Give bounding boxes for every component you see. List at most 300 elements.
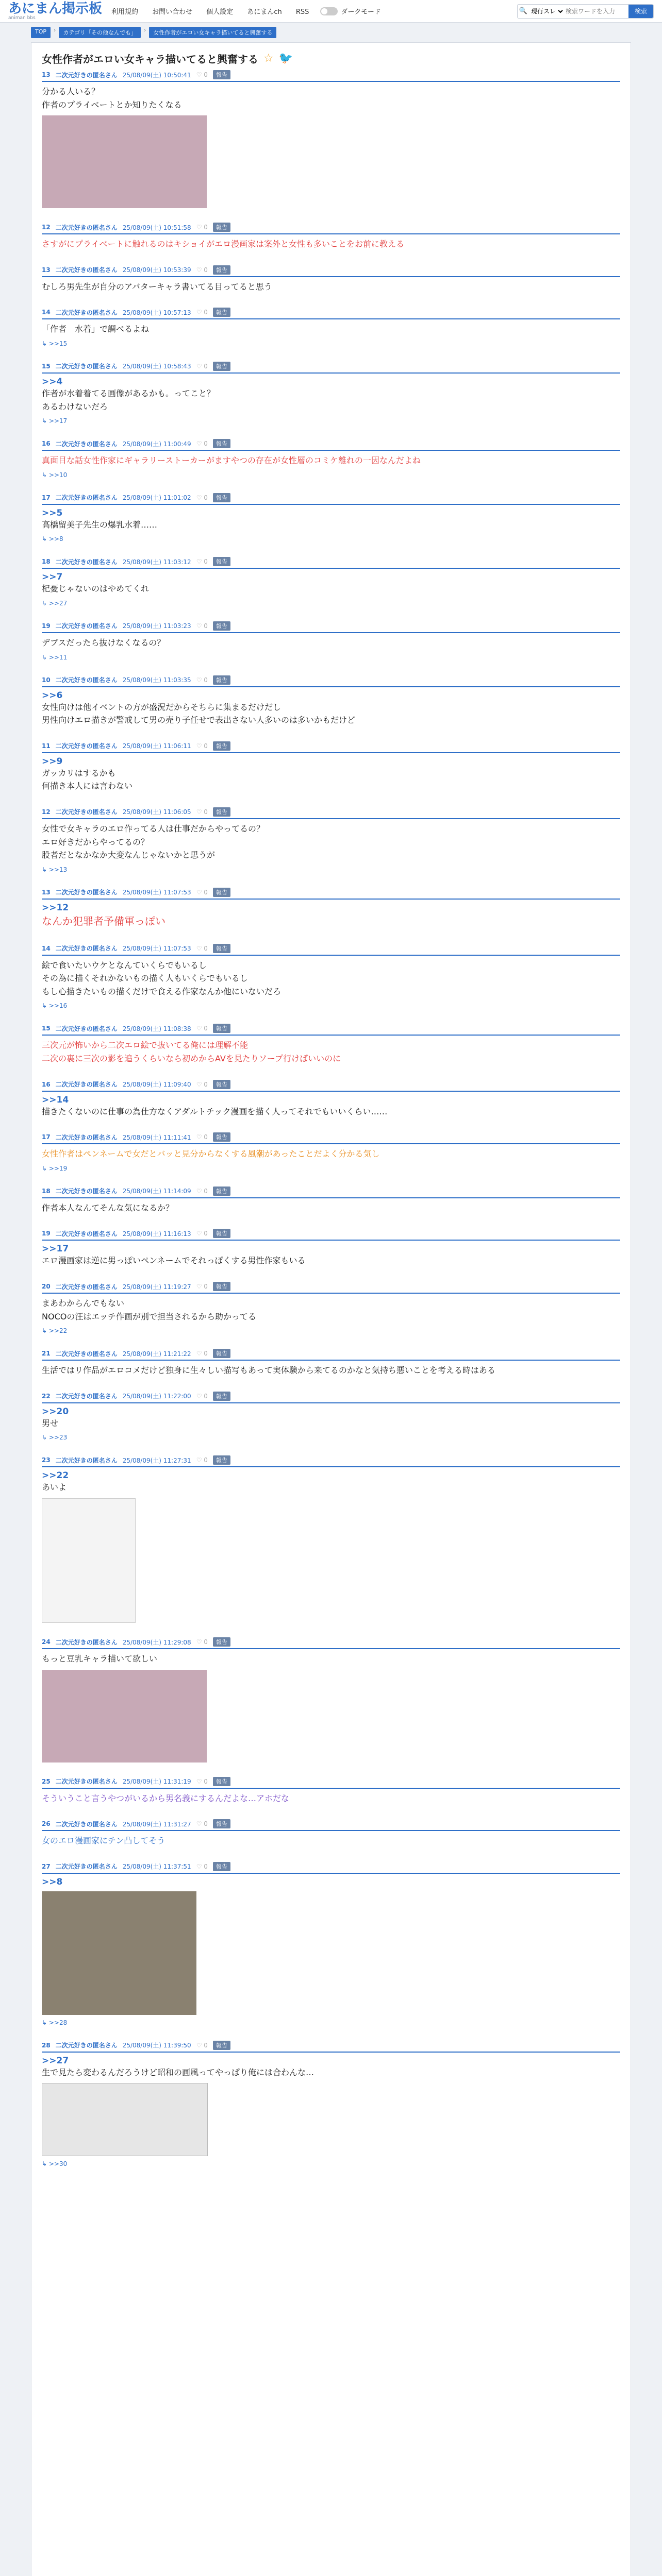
reply-anchor[interactable]: >>6 <box>42 690 63 701</box>
reply-link[interactable]: >>19 <box>48 1164 68 1172</box>
like-count[interactable]: ♡ 0 <box>196 808 208 816</box>
poster-name: 二次元好きの匿名さん <box>55 622 118 630</box>
reply-anchor[interactable]: >>12 <box>42 902 69 913</box>
reply-anchor[interactable]: >>17 <box>42 1244 69 1255</box>
poster-name: 二次元好きの匿名さん <box>55 1350 118 1358</box>
like-count-value: 0 <box>204 1456 208 1464</box>
post-number[interactable]: 22 <box>42 1392 51 1400</box>
post-body: 三次元が怖いから二次エロ絵で抜いてる俺には理解不能 二次の裏に三次の影を追うくらいなら初めからAVを見たりソープ行けばいいのに <box>42 1040 341 1064</box>
reply-anchor[interactable]: >>8 <box>42 1876 63 1887</box>
like-count-value: 0 <box>204 224 208 231</box>
post-number[interactable]: 18 <box>42 558 51 566</box>
reply-links[interactable]: ↳ >>28 <box>42 2019 68 2026</box>
crumb-top[interactable]: TOP <box>31 27 51 38</box>
reply-link[interactable]: >>27 <box>48 599 68 607</box>
reply-anchor[interactable]: >>7 <box>42 572 63 583</box>
like-count[interactable]: ♡ 0 <box>196 309 208 316</box>
like-count-value: 0 <box>204 1638 208 1646</box>
post-meta <box>42 1819 620 1831</box>
search-box <box>517 4 654 19</box>
report-button[interactable]: 報告 <box>213 1080 230 1089</box>
post-meta <box>42 265 620 277</box>
post-body: 「作者 水着」で調べるよね <box>42 324 150 334</box>
post-image-manga[interactable] <box>42 2083 208 2156</box>
post-number[interactable]: 15 <box>42 362 51 370</box>
post-date: 25/08/09(土) 10:58:43 <box>122 363 191 370</box>
poster-name: 二次元好きの匿名さん <box>55 1283 118 1291</box>
poster-name: 二次元好きの匿名さん <box>55 440 118 448</box>
report-button[interactable]: 報告 <box>213 1282 230 1291</box>
breadcrumb <box>0 23 662 42</box>
like-count[interactable]: ♡ 0 <box>196 1777 208 1785</box>
post-meta <box>42 362 620 374</box>
poster-name: 二次元好きの匿名さん <box>55 1393 118 1400</box>
post-number[interactable]: 13 <box>42 888 51 896</box>
report-button[interactable]: 報告 <box>213 1229 230 1238</box>
header-nav <box>111 6 320 16</box>
reply-link[interactable]: >>16 <box>48 1002 68 1010</box>
post-meta <box>42 1229 620 1241</box>
reply-anchor[interactable]: >>14 <box>42 1094 69 1105</box>
reply-anchor[interactable]: >>9 <box>42 756 63 767</box>
post-number[interactable]: 11 <box>42 742 51 750</box>
thread-container <box>31 42 631 2576</box>
post <box>42 308 620 347</box>
twitter-icon[interactable]: 🐦 <box>278 52 293 65</box>
like-count-value: 0 <box>204 558 208 566</box>
star-icon[interactable]: ☆ <box>263 52 274 65</box>
post-number[interactable]: 15 <box>42 1025 51 1032</box>
post-number[interactable]: 26 <box>42 1820 51 1828</box>
post-meta <box>42 70 620 82</box>
post-body: デブスだったら抜けなくなるの？ <box>42 637 166 648</box>
post <box>42 70 620 208</box>
nav-animanch[interactable]: あにまんch <box>247 8 282 16</box>
report-button[interactable]: 報告 <box>213 807 230 817</box>
reply-anchor[interactable]: >>22 <box>42 1470 69 1481</box>
post-date: 25/08/09(土) 11:09:40 <box>122 1081 191 1089</box>
reply-link[interactable]: >>10 <box>48 471 68 479</box>
report-button[interactable]: 報告 <box>213 2041 230 2050</box>
darkmode-toggle[interactable] <box>320 7 338 15</box>
reply-links[interactable]: ↳ >>27 <box>42 599 68 607</box>
post-body: むしろ男先生が自分のアバターキャラ書いてる目ってると思う <box>42 281 272 292</box>
post-meta <box>42 1862 620 1874</box>
post-number[interactable]: 18 <box>42 1187 51 1195</box>
like-count-value: 0 <box>204 808 208 816</box>
poster-name: 二次元好きの匿名さん <box>55 742 118 750</box>
report-button[interactable]: 報告 <box>213 1455 230 1465</box>
crumb-category[interactable]: カテゴリ「その他なんでも」 <box>59 27 141 38</box>
reply-links[interactable]: ↳ >>13 <box>42 866 68 873</box>
post-number[interactable]: 13 <box>42 71 51 78</box>
post-date: 25/08/09(土) 11:37:51 <box>122 1863 191 1871</box>
post-number[interactable]: 14 <box>42 944 51 952</box>
report-button[interactable]: 報告 <box>213 944 230 953</box>
reply-links[interactable]: ↳ >>22 <box>42 1327 68 1335</box>
like-count-value: 0 <box>204 1862 208 1870</box>
like-count[interactable]: ♡ 0 <box>196 622 208 630</box>
post-meta <box>42 1392 620 1403</box>
post <box>42 621 620 661</box>
like-count-value: 0 <box>204 494 208 501</box>
post-date: 25/08/09(土) 11:22:00 <box>122 1393 191 1400</box>
post-meta <box>42 1024 620 1036</box>
post-number[interactable]: 17 <box>42 494 51 501</box>
like-count-value: 0 <box>204 676 208 684</box>
post-body: なんか犯罪者予備軍っぽい <box>42 914 166 927</box>
like-count[interactable]: ♡ 0 <box>196 1350 208 1358</box>
post <box>42 362 620 425</box>
post-number[interactable]: 20 <box>42 1283 51 1291</box>
post-date: 25/08/09(土) 11:03:12 <box>122 558 191 566</box>
report-button[interactable]: 報告 <box>213 308 230 317</box>
post-body: 高橋留美子先生の爆乳水着…… <box>42 519 158 530</box>
report-button[interactable]: 報告 <box>213 362 230 371</box>
post-image[interactable] <box>42 1670 207 1762</box>
top-bar <box>0 0 662 23</box>
like-count[interactable]: ♡ 0 <box>196 362 208 370</box>
like-count[interactable]: ♡ 0 <box>196 1392 208 1400</box>
post-date: 25/08/09(土) 11:08:38 <box>122 1025 191 1032</box>
poster-name: 二次元好きの匿名さん <box>55 1778 118 1786</box>
post <box>42 1349 620 1377</box>
post <box>42 1392 620 1442</box>
logo-text: あにまん掲示板 <box>8 1 103 16</box>
post <box>42 439 620 479</box>
like-count-value: 0 <box>204 1133 208 1141</box>
post-meta <box>42 1080 620 1092</box>
report-button[interactable]: 報告 <box>213 1392 230 1401</box>
post-body: もっと豆乳キャラ描いて欲しい <box>42 1654 158 1664</box>
post-number[interactable]: 23 <box>42 1456 51 1464</box>
post-meta <box>42 944 620 956</box>
like-count-value: 0 <box>204 1350 208 1358</box>
like-count[interactable]: ♡ 0 <box>196 1283 208 1291</box>
poster-name: 二次元好きの匿名さん <box>55 1820 118 1828</box>
post-meta <box>42 308 620 319</box>
like-count[interactable]: ♡ 0 <box>196 888 208 896</box>
like-count-value: 0 <box>204 1230 208 1238</box>
post-meta <box>42 1349 620 1361</box>
post-number[interactable]: 19 <box>42 1230 51 1238</box>
reply-anchor[interactable]: >>4 <box>42 376 63 387</box>
poster-name: 二次元好きの匿名さん <box>55 1456 118 1464</box>
report-button[interactable]: 報告 <box>213 1777 230 1786</box>
like-count-value: 0 <box>204 266 208 274</box>
post-date: 25/08/09(土) 10:57:13 <box>122 309 191 316</box>
poster-name: 二次元好きの匿名さん <box>55 1638 118 1646</box>
post <box>42 675 620 727</box>
like-count[interactable]: ♡ 0 <box>196 1230 208 1238</box>
report-button[interactable]: 報告 <box>213 888 230 897</box>
like-count-value: 0 <box>204 1392 208 1400</box>
post-meta <box>42 2041 620 2053</box>
crumb-separator: › <box>143 27 146 33</box>
like-count-value: 0 <box>204 71 208 78</box>
like-count-value: 0 <box>204 622 208 630</box>
like-count[interactable]: ♡ 0 <box>196 1133 208 1141</box>
post-body: 杞憂じゃないのはやめてくれ <box>42 584 150 594</box>
post-body: ガッカリはするかも 何描き本人には言わない <box>42 768 133 791</box>
reply-link[interactable]: >>17 <box>48 417 68 425</box>
reply-links[interactable]: ↳ >>17 <box>42 417 68 425</box>
post-body: 作者が水着着てる画像があるかも。ってこと？ あるわけないだろ <box>42 388 216 412</box>
post-number[interactable]: 12 <box>42 808 51 816</box>
post-meta <box>42 888 620 900</box>
post <box>42 1229 620 1267</box>
poster-name: 二次元好きの匿名さん <box>55 1025 118 1032</box>
report-button[interactable]: 報告 <box>213 1132 230 1142</box>
reply-links[interactable]: ↳ >>15 <box>42 340 68 347</box>
like-count-value: 0 <box>204 742 208 750</box>
reply-anchor[interactable]: >>20 <box>42 1406 69 1417</box>
post-date: 25/08/09(土) 11:03:35 <box>122 676 191 684</box>
like-count[interactable]: ♡ 0 <box>196 1187 208 1195</box>
post-body: 生で見たら変わるんだろうけど昭和の画風ってやっぱり俺には合わんな… <box>42 2067 315 2077</box>
like-count[interactable]: ♡ 0 <box>196 742 208 750</box>
post-number[interactable]: 14 <box>42 309 51 316</box>
post-meta <box>42 557 620 569</box>
crumb-separator: › <box>54 27 56 33</box>
post-meta <box>42 493 620 505</box>
like-count-value: 0 <box>204 944 208 952</box>
crumb-thread[interactable]: 女性作者がエロい女キャラ描いてると興奮する <box>149 27 276 38</box>
like-count[interactable]: ♡ 0 <box>196 676 208 684</box>
post-number[interactable]: 28 <box>42 2041 51 2049</box>
poster-name: 二次元好きの匿名さん <box>55 266 118 274</box>
reply-links[interactable]: ↳ >>10 <box>42 471 68 479</box>
post <box>42 493 620 543</box>
report-button[interactable]: 報告 <box>213 1862 230 1871</box>
like-count-value: 0 <box>204 1283 208 1291</box>
reply-links[interactable]: ↳ >>8 <box>42 535 63 543</box>
like-count[interactable]: ♡ 0 <box>196 1456 208 1464</box>
reply-link[interactable]: >>15 <box>48 340 68 347</box>
like-count-value: 0 <box>204 2041 208 2049</box>
poster-name: 二次元好きの匿名さん <box>55 1081 118 1089</box>
like-count[interactable]: ♡ 0 <box>196 1025 208 1032</box>
like-count-value: 0 <box>204 1820 208 1828</box>
report-button[interactable]: 報告 <box>213 1819 230 1828</box>
post-body: エロ漫画家は逆に男っぽいペンネームでそれっぽくする男性作家もいる <box>42 1256 306 1266</box>
post-image-collage[interactable] <box>42 1891 196 2015</box>
post-meta <box>42 1637 620 1649</box>
post-meta <box>42 621 620 633</box>
post-body: 分かる人いる？ 作者のプライベートとか知りたくなる <box>42 87 182 110</box>
report-button[interactable]: 報告 <box>213 1024 230 1033</box>
poster-name: 二次元好きの匿名さん <box>55 676 118 684</box>
poster-name: 二次元好きの匿名さん <box>55 1133 118 1141</box>
poster-name: 二次元好きの匿名さん <box>55 309 118 316</box>
nav-contact[interactable]: お問い合わせ <box>152 8 193 16</box>
reply-links[interactable]: ↳ >>23 <box>42 1434 68 1442</box>
report-button[interactable]: 報告 <box>213 223 230 232</box>
post-date: 25/08/09(土) 11:11:41 <box>122 1133 191 1141</box>
post-date: 25/08/09(土) 11:14:09 <box>122 1188 191 1195</box>
like-count[interactable]: ♡ 0 <box>196 558 208 566</box>
post-body: 生活ではリ作品がエロコメだけど独身に生々しい描写もあって実体験から来てるのかなと気持ち悪いことを考える時はある <box>42 1365 495 1376</box>
nav-terms[interactable]: 利用規約 <box>111 8 139 16</box>
search-scope-select[interactable] <box>529 6 565 17</box>
like-count[interactable]: ♡ 0 <box>196 71 208 78</box>
post-date: 25/08/09(土) 11:06:05 <box>122 808 191 816</box>
reply-links[interactable]: ↳ >>11 <box>42 653 68 661</box>
logo-subtext: animan bbs <box>8 15 36 21</box>
post-number[interactable]: 21 <box>42 1350 51 1358</box>
reply-link[interactable]: >>13 <box>48 866 68 873</box>
darkmode-label: ダークモード <box>341 8 381 16</box>
like-count[interactable]: ♡ 0 <box>196 266 208 274</box>
like-count[interactable]: ♡ 0 <box>196 1080 208 1088</box>
post-body: まあわからんでもない NOCOの汪はエッチ作画が別で担当されるから助かってる <box>42 1298 257 1321</box>
like-count[interactable]: ♡ 0 <box>196 944 208 952</box>
poster-name: 二次元好きの匿名さん <box>55 1863 118 1871</box>
post <box>42 1080 620 1118</box>
poster-name: 二次元好きの匿名さん <box>55 224 118 231</box>
post-meta <box>42 807 620 819</box>
post-meta <box>42 439 620 451</box>
post-body: 作者本人なんてそんな気になるか？ <box>42 1202 174 1213</box>
reply-anchor[interactable]: >>27 <box>42 2055 69 2066</box>
post <box>42 1024 620 1065</box>
post-body: さすがにプライベートに触れるのはキショイがエロ漫画家は案外と女性も多いことをお前に教える <box>42 239 405 249</box>
post-meta <box>42 223 620 234</box>
post-number[interactable]: 12 <box>42 224 51 231</box>
poster-name: 二次元好きの匿名さん <box>55 889 118 896</box>
like-count[interactable]: ♡ 0 <box>196 1862 208 1870</box>
report-button[interactable]: 報告 <box>213 1187 230 1196</box>
report-button[interactable]: 報告 <box>213 1349 230 1358</box>
report-button[interactable]: 報告 <box>213 265 230 275</box>
post-date: 25/08/09(土) 11:01:02 <box>122 494 191 502</box>
reply-link[interactable]: >>8 <box>48 535 63 543</box>
report-button[interactable]: 報告 <box>213 70 230 79</box>
like-count[interactable]: ♡ 0 <box>196 494 208 501</box>
poster-name: 二次元好きの匿名さん <box>55 808 118 816</box>
post <box>42 1187 620 1215</box>
report-button[interactable]: 報告 <box>213 1637 230 1647</box>
post-body: 描きたくないのに仕事の為仕方なくアダルトチック漫画を描く人ってそれでもいいくらい…… <box>42 1106 388 1116</box>
post-meta <box>42 1777 620 1789</box>
post <box>42 1637 620 1762</box>
post <box>42 265 620 294</box>
search-input[interactable] <box>565 5 628 18</box>
post-body: 女性向けは他イベントの方が盛況だからそちらに集まるだけだし 男性向けエロ描きが警戒して男の売り子任せで表出さない人多いのは多いかもだけど <box>42 702 356 725</box>
post-image-sketch[interactable] <box>42 1498 136 1623</box>
reply-link[interactable]: >>22 <box>48 1327 68 1335</box>
post-date: 25/08/09(土) 11:21:22 <box>122 1350 191 1358</box>
post <box>42 1282 620 1334</box>
post-date: 25/08/09(土) 11:31:27 <box>122 1820 191 1828</box>
report-button[interactable]: 報告 <box>213 675 230 685</box>
post-date: 25/08/09(土) 11:07:53 <box>122 945 191 953</box>
post-date: 25/08/09(土) 11:39:50 <box>122 2042 191 2049</box>
page-title: 女性作者がエロい女キャラ描いてると興奮する <box>42 53 258 65</box>
like-count[interactable]: ♡ 0 <box>196 1820 208 1828</box>
search-icon: 🔍 <box>519 7 528 15</box>
reply-link[interactable]: >>23 <box>48 1434 68 1442</box>
reply-anchor[interactable]: >>5 <box>42 507 63 518</box>
like-count[interactable]: ♡ 0 <box>196 1638 208 1646</box>
post <box>42 1455 620 1623</box>
report-button[interactable]: 報告 <box>213 493 230 502</box>
post-date: 25/08/09(土) 11:07:53 <box>122 889 191 896</box>
poster-name: 二次元好きの匿名さん <box>55 494 118 502</box>
poster-name: 二次元好きの匿名さん <box>55 558 118 566</box>
post-image[interactable] <box>42 115 207 208</box>
post-date: 25/08/09(土) 11:19:27 <box>122 1283 191 1291</box>
poster-name: 二次元好きの匿名さん <box>55 1230 118 1238</box>
post-date: 25/08/09(土) 11:06:11 <box>122 742 191 750</box>
report-button[interactable]: 報告 <box>213 557 230 566</box>
report-button[interactable]: 報告 <box>213 439 230 448</box>
post-number[interactable]: 24 <box>42 1638 51 1646</box>
post-number[interactable]: 10 <box>42 676 51 684</box>
reply-link[interactable]: >>28 <box>48 2019 68 2026</box>
like-count[interactable]: ♡ 0 <box>196 224 208 231</box>
reply-links[interactable]: ↳ >>19 <box>42 1164 68 1172</box>
poster-name: 二次元好きの匿名さん <box>55 945 118 953</box>
nav-settings[interactable]: 個人設定 <box>206 8 234 16</box>
like-count[interactable]: ♡ 0 <box>196 440 208 448</box>
post-number[interactable]: 16 <box>42 1080 51 1088</box>
poster-name: 二次元好きの匿名さん <box>55 2042 118 2049</box>
post-body: 男せ <box>42 1418 59 1428</box>
post-date: 25/08/09(土) 11:03:23 <box>122 622 191 630</box>
post-number[interactable]: 19 <box>42 622 51 630</box>
like-count-value: 0 <box>204 309 208 316</box>
like-count-value: 0 <box>204 1080 208 1088</box>
nav-rss[interactable]: RSS <box>295 8 309 16</box>
post-date: 25/08/09(土) 10:50:41 <box>122 71 191 79</box>
post-date: 25/08/09(土) 10:51:58 <box>122 224 191 231</box>
post <box>42 888 620 929</box>
post-meta <box>42 741 620 753</box>
post <box>42 1777 620 1805</box>
like-count-value: 0 <box>204 440 208 448</box>
reply-links[interactable]: ↳ >>30 <box>42 2160 68 2168</box>
report-button[interactable]: 報告 <box>213 741 230 751</box>
site-logo[interactable] <box>8 2 102 21</box>
search-button[interactable]: 検索 <box>628 5 653 18</box>
poster-name: 二次元好きの匿名さん <box>55 1188 118 1195</box>
post-number[interactable]: 16 <box>42 440 51 448</box>
post <box>42 2041 620 2168</box>
reply-link[interactable]: >>30 <box>48 2160 68 2168</box>
post-number[interactable]: 25 <box>42 1777 51 1785</box>
post <box>42 1862 620 2026</box>
post-date: 25/08/09(土) 11:31:19 <box>122 1778 191 1786</box>
post-number[interactable]: 17 <box>42 1133 51 1141</box>
post <box>42 557 620 607</box>
post-meta <box>42 675 620 687</box>
reply-link[interactable]: >>11 <box>48 653 68 661</box>
reply-links[interactable]: ↳ >>16 <box>42 1002 68 1010</box>
like-count-value: 0 <box>204 1025 208 1032</box>
toggle-knob <box>321 8 327 14</box>
post-number[interactable]: 27 <box>42 1862 51 1870</box>
post-body: 女性で女キャラのエロ作ってる人は仕事だからやってるの？ エロ好きだからやってるの？ 股者だとなかなか大変なんじゃないかと思うが <box>42 823 265 860</box>
thread-title-row <box>42 51 620 66</box>
report-button[interactable]: 報告 <box>213 621 230 631</box>
like-count-value: 0 <box>204 362 208 370</box>
post-meta <box>42 1187 620 1198</box>
post-number[interactable]: 13 <box>42 266 51 274</box>
poster-name: 二次元好きの匿名さん <box>55 363 118 370</box>
like-count[interactable]: ♡ 0 <box>196 2041 208 2049</box>
post <box>42 741 620 793</box>
